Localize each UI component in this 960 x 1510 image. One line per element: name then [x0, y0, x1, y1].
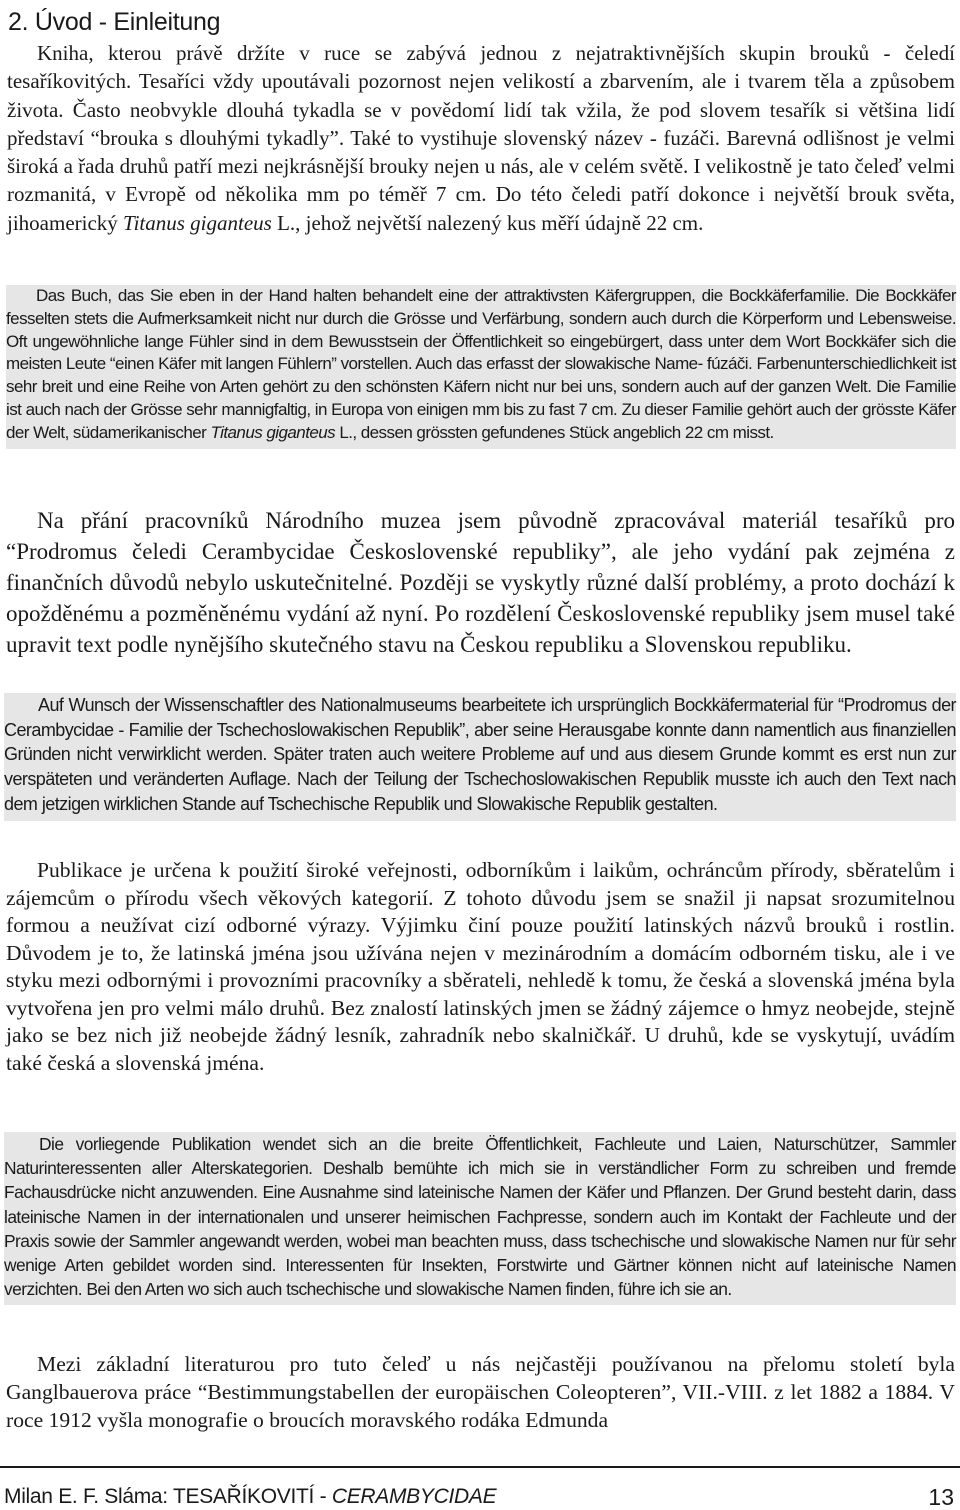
footer-divider: [0, 1466, 960, 1468]
paragraph-text: Na přání pracovníků Národního muzea jsem původně zpracovával materiál tesaříků pro “Prodromus čeledi Cerambycidae Československé republiky”, ale jeho vydání pak zejména z finančních důvodů nebylo uskutečnitelné. Později se vyskytly různé další problémy, a proto dochází k opožděnému a pozměněnému vydání až nyní. Po rozdělení Československé republiky jsem musel také upravit text podle nynějšího skutečného stavu na Českou republiku a Slovenskou republiku.: [6, 508, 955, 657]
paragraph-text: Publikace je určena k použití široké veřejnosti, odborníkům i laikům, ochráncům přírody, sběratelům i zájemcům o přírodu všech věkových kategorií. Z tohoto důvodu jsem se snažil ji napsat srozumitelnou formou a neužívat cizí odborné výrazy. Výjimku činí pouze použití latinských názvů brouků i rostlin. Důvodem je to, že latinská jména jsou užívána nejen v mezinárodním a domácím odborném tisku, ale i ve styku mezi odbornými i provozními pracovníky a sběrateli, nehledě k tomu, že česká a slovenská jména byla vytvořena jen pro velmi málo druhů. Bez znalostí latinských jmen se žádný zájemce o hmyz neobejde, stejně jako se bez nich již neobejde žádný lesník, zahradník nebo skalničkář. U druhů, kde se vyskytují, uvádím také česká a slovenská jména.: [6, 858, 955, 1075]
footer-book-title: CERAMBYCIDAE: [331, 1485, 497, 1508]
paragraph-text: Auf Wunsch der Wissenschaftler des Nationalmuseums bearbeitete ich ursprünglich Bockkäfermaterial für “Prodromus der Cerambycidae - Familie der Tschechoslowakischen Republik”, aber seine Herausgabe konnte dann namentlich aus finanziellen Gründen nicht verwirklicht werden. Später traten auch weitere Probleme auf und aus diesem Grunde kommt es erst nun zur verspäteten und veränderten Auflage. Nach der Teilung der Tschechoslowakischen Republik musste ich auch den Text nach dem jetzigen wirklichen Stande auf Tschechische Republik und Slowakische Republik gestalten.: [4, 695, 956, 814]
section-heading: 2. Úvod - Einleitung: [8, 8, 221, 36]
paragraph-text: L., jehož největší nalezený kus měří údajně 22 cm.: [271, 210, 704, 235]
czech-paragraph-3: [6, 857, 955, 1077]
german-paragraph-1: [6, 285, 956, 449]
paragraph-text: Das Buch, das Sie eben in der Hand halten behandelt eine der attraktivsten Käfergruppen, die Bockkäferfamilie. Die Bockkäfer fesselten stets die Aufmerksamkeit nicht nur durch die Grösse und Verfärbung, sondern auch durch die Körperform und Lebensweise. Oft ungewöhnliche lange Fühler sind in dem Bewusstsein der Öffentlichkeit so eingebürgert, dass unter dem Wort Bockkäfer sich die meisten Leute “einen Käfer mit langen Fühlern” vorstellen. Auch das erfasst der slowakische Name- fúzáči. Farbenunterschiedlichkeit ist sehr breit und eine Reihe von Arten gehört zu den schönsten Käfern nicht nur bei uns, sondern auch auf der ganzen Welt. Die Familie ist auch nach der Grösse sehr mannigfaltig, in Europa von einigen mm bis zu fast 7 cm. Zu dieser Familie gehört auch der grösste Käfer der Welt, südamerikanischer: [6, 286, 956, 442]
paragraph-text: Mezi základní literaturou pro tuto čeleď u nás nejčastěji používanou na přelomu století byla Ganglbauerova práce “Bestimmungstabellen der europäischen Coleopteren”, VII.-VIII. z let 1882 a 1884. V roce 1912 vyšla monografie o broucích moravského rodáka Edmunda: [6, 1352, 955, 1433]
species-name: Titanus giganteus: [210, 422, 336, 442]
species-name: Titanus giganteus: [123, 210, 272, 235]
footer-author: Milan E. F. Sláma: TESAŘÍKOVITÍ -: [4, 1485, 332, 1508]
footer-running-title: [4, 1484, 496, 1510]
german-paragraph-3: [4, 1132, 956, 1305]
czech-paragraph-4: [6, 1350, 955, 1435]
paragraph-text: L., dessen grössten gefundenes Stück angeblich 22 cm misst.: [335, 422, 774, 442]
paragraph-text: Kniha, kterou právě držíte v ruce se zabývá jednou z nejatraktivnějších skupin brouků - čeledí tesaříkovitých. Tesaříci vždy upoutávali pozornost nejen velikostí a zbarvením, ale i tvarem těla a způsobem života. Často neobvykle dlouhá tykadla se v povědomí lidí tak vžila, že pod slovem tesařík si většina lidí představí “brouka s dlouhými tykadly”. Také to vystihuje slovenský název - fuzáči. Barevná odlišnost je velmi široká a řada druhů patří mezi nejkrásnější brouky nejen u nás, ale v celém světě. I velikostně je tato čeleď velmi rozmanitá, v Evropě od několika mm po téměř 7 cm. Do této čeledi patří dokonce i největší brouk světa, jihoamerický: [7, 41, 955, 235]
czech-paragraph-1: [7, 39, 955, 237]
czech-paragraph-2: [6, 505, 955, 660]
german-paragraph-2: [4, 693, 956, 821]
paragraph-text: Die vorliegende Publikation wendet sich an die breite Öffentlichkeit, Fachleute und Laien, Naturschützer, Sammler Naturinteressenten aller Alterskategorien. Deshalb bemühte ich mich sie in verständlicher Form zu schreiben und fremde Fachausdrücke nicht anzuwenden. Eine Ausnahme sind lateinische Namen der Käfer und Pflanzen. Der Grund besteht darin, dass lateinische Namen in der internationalen und unserer heimischen Fachpresse, sondern auch im Kontakt der Fachleute und der Praxis sowie der Sammler angewandt werden, wobei man beachten muss, dass tschechische und slowakische Namen nur für sehr wenige Arten gebildet worden sind. Interessenten für Insekten, Forstwirte und Gärtner können nicht auf lateinische Namen verzichten. Bei den Arten wo sich auch tschechische und slowakische Namen finden, führe ich sie an.: [4, 1134, 956, 1300]
page-number: 13: [928, 1484, 954, 1510]
